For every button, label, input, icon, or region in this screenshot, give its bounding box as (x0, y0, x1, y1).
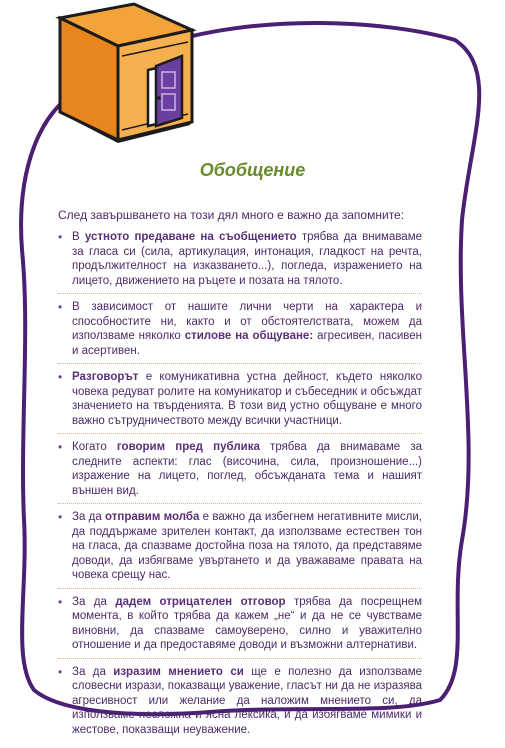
summary-list (58, 230, 422, 748)
page-title: Обобщение (199, 160, 306, 180)
bullet-dot-icon: • (58, 664, 63, 679)
bullet-dot-icon: • (58, 300, 63, 314)
list-item: • За да дадем отрицателен отговор трябва да посрещнем момента, в който трябва да кажем „не“ и да не се чувстваме виновни, да спазваме самоуверено, силно и уважително отношение и да предоставяме доводи и възможни алтернативи. (58, 595, 422, 659)
bullet-dot-icon: • (58, 230, 63, 244)
bullet-dot-icon: • (58, 594, 63, 609)
bullet-dot-icon: • (58, 370, 63, 384)
list-item: • За да отправим молба е важно да избегнем негативните мисли, да поддържаме зрителен контакт, да използваме естествен тон на гласа, да спазваме достойна поза на тялото, да представяме доводи, да избягваме увъртането и да уважаваме правата на човека срещу нас. (58, 510, 422, 589)
list-item: • В устното предаване на съобщението трябва да внимаваме за гласа си (сила, артикулация, интонация, гладкост на речта, продължителност на изказването...), погледа, изражението на лицето, движението на ръцете и позата на тялото. (58, 230, 422, 294)
list-item: • В зависимост от нашите лични черти на характера и способностите ни, както и от обстоятелствата, можем да използваме няколко стилове на общуване: агресивен, пасивен и асертивен. (58, 300, 422, 364)
list-item: • Разговорът е комуникативна устна дейност, където няколко човека редуват ролите на комуникатор и събеседник и обсъждат значението на твърденията. В този вид устно общуване е много важно сътрудничеството между всички участници. (58, 370, 422, 434)
list-item: • Когато говорим пред публика трябва да внимаваме за следните аспекти: глас (височина, сила, произношение...) изражение на лицето, поглед, обсъжданата тема и нашият външен вид. (58, 440, 422, 504)
bullet-dot-icon: • (58, 510, 63, 524)
intro-text: След завършването на този дял много е важно да запомните: (58, 208, 405, 222)
book-with-door-icon (52, 0, 202, 150)
bullet-dot-icon: • (58, 440, 63, 454)
list-item: • За да изразим мнението си ще е полезно да използваме словесни изрази, показващи уважение, гласът ни да не изразява агресивност или желание да наложим мнението си, да използваме несложна и ясна лексика, и да избягваме мимики и жестове, показващи неуважение. (58, 664, 423, 736)
